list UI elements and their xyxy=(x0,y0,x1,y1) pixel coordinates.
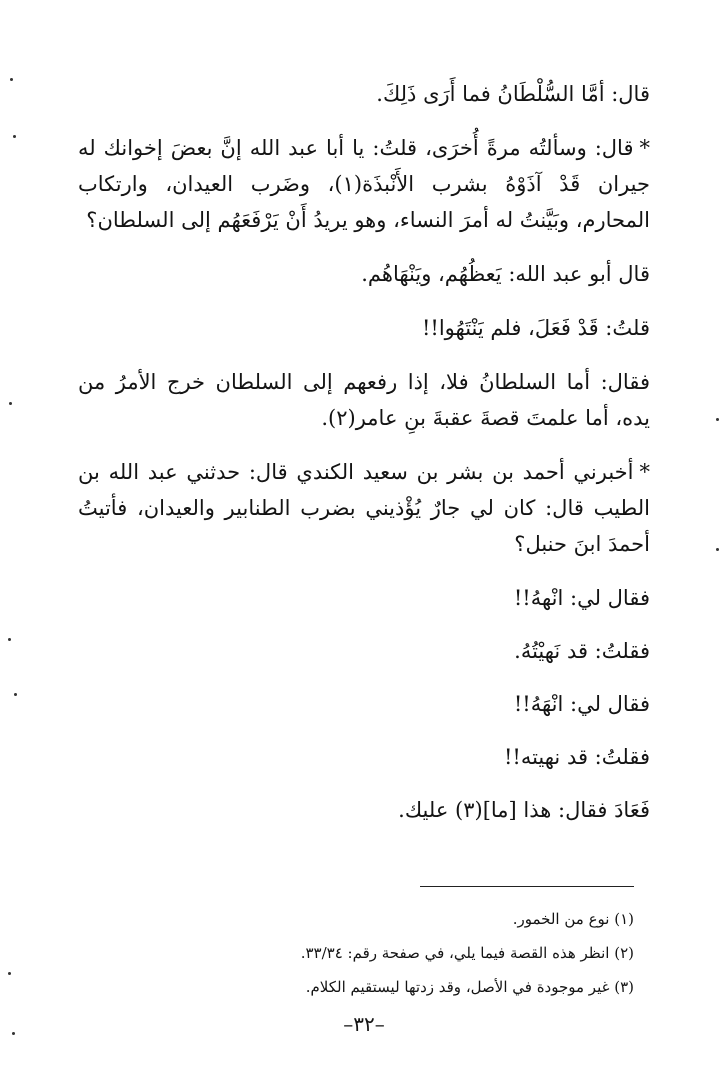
scan-speck xyxy=(716,418,719,421)
star-marker: * xyxy=(639,460,650,484)
paragraph: قلتُ: قَدْ فَعَلَ، فلم يَنْتَهُوا!! xyxy=(421,316,650,340)
scan-speck xyxy=(8,638,11,641)
dialog-line: فقلتُ: قد نَهيْتُهُ. xyxy=(514,639,650,663)
scan-speck xyxy=(9,402,12,405)
dialog-line: فقال لي: انْهَهُ!! xyxy=(513,692,650,716)
scan-speck xyxy=(8,972,11,975)
dialog-line: فقلتُ: قد نهيته!! xyxy=(503,745,650,769)
paragraph: قال: أمَّا السُّلْطَانُ فما أَرَى ذَلِكَ. xyxy=(376,82,650,106)
main-text xyxy=(78,76,650,845)
paragraph: فقال: أما السلطانُ فلا، إذا رفعهم إلى السلطان خرج الأمرُ من يده، أما علمتَ قصةَ عقبةَ بنِ عامر(٢). xyxy=(78,370,650,430)
paragraph: قال أبو عبد الله: يَعظُهُم، ويَنْهَاهُم. xyxy=(361,262,650,286)
scan-speck xyxy=(14,693,17,696)
scan-speck xyxy=(12,1032,15,1035)
paragraph-text: قال: وسألتُه مرةً أُخرَى، قلتُ: يا أبا عبد الله إنَّ بعضَ إخوانك له جيران قَدْ آذَوْهُ بشرب الأَنْبذَة(١)، وضَرب العيدان، وارتكاب المحارم، وبَيَّنتُ له أمرَ النساء، وهو يريدُ أَنْ يَرْفَعَهُم إلى السلطان؟ xyxy=(78,136,651,232)
footnote-divider xyxy=(420,886,634,887)
footnote: (٢) انظر هذه القصة فيما يلي، في صفحة رقم: ٣٣/٣٤. xyxy=(300,944,634,962)
footnote: (٣) غير موجودة في الأصل، وقد زدتها ليستقيم الكلام. xyxy=(305,978,634,996)
scan-speck xyxy=(716,548,719,551)
star-marker: * xyxy=(639,136,650,160)
paragraph xyxy=(78,130,650,238)
footnote: (١) نوع من الخمور. xyxy=(512,910,634,928)
dialog-line: فَعَادَ فقال: هذا [ما](٣) عليك. xyxy=(398,798,650,822)
paragraph-text: أخبرني أحمد بن بشر بن سعيد الكندي قال: حدثني عبد الله بن الطيب قال: كان لي جارٌ يُؤْذيني بضرب الطنابير والعيدان، فأتيتُ أحمدَ ابنَ حنبل؟ xyxy=(78,460,650,556)
scan-speck xyxy=(13,135,16,138)
scan-speck xyxy=(10,78,13,81)
dialog-line: فقال لي: انْههُ!! xyxy=(513,586,650,610)
page-number: –٣٢– xyxy=(343,1012,385,1036)
paragraph xyxy=(78,454,650,562)
footnotes xyxy=(160,902,634,1004)
